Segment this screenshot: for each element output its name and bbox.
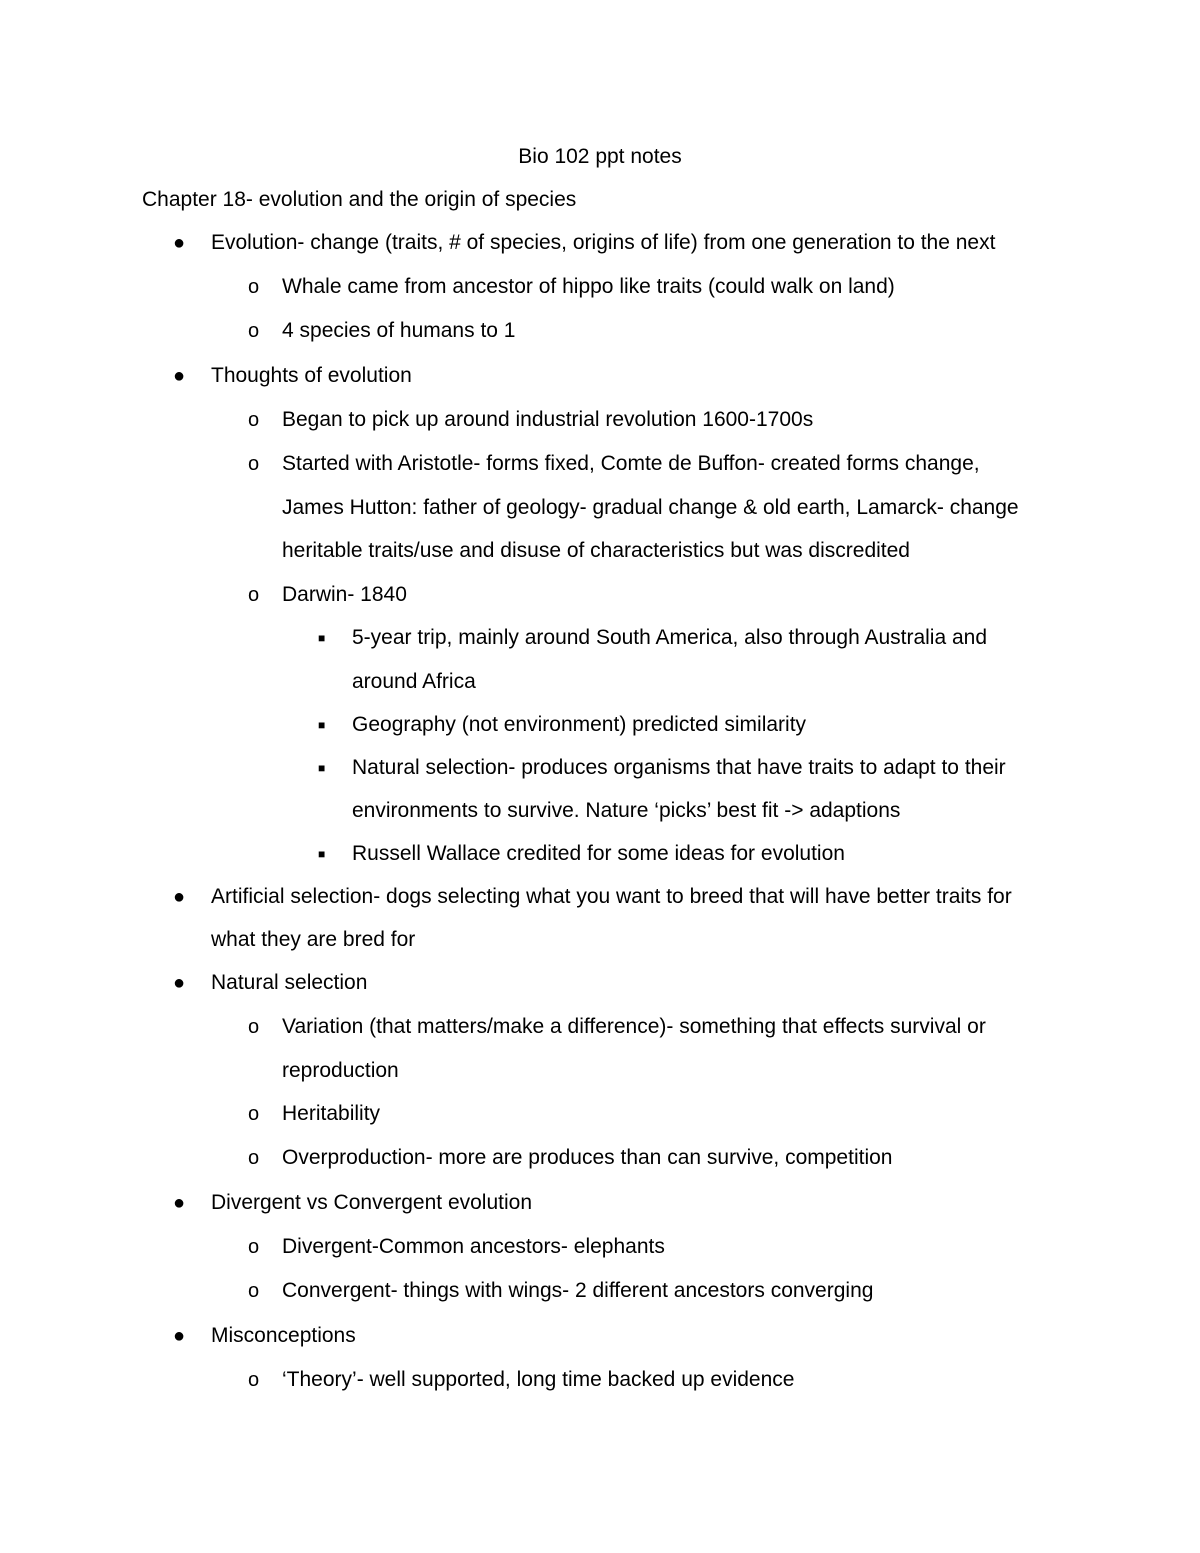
bullet-circle-icon: o [248,453,260,475]
bullet-circle-icon: o [248,1103,260,1125]
bullet-disc-icon: ● [173,365,186,387]
list-item: Divergent vs Convergent evolution [211,1191,533,1214]
list-item: Divergent-Common ancestors- elephants [282,1235,665,1258]
list-item: Evolution- change (traits, # of species, origins of life) from one generation to the next [211,231,996,254]
list-item-continuation: heritable traits/use and disuse of characteristics but was discredited [282,539,910,562]
bullet-circle-icon: o [248,320,260,342]
bullet-circle-icon: o [248,1236,260,1258]
list-item: 4 species of humans to 1 [282,319,516,342]
bullet-disc-icon: ● [173,1192,186,1214]
list-item-continuation: James Hutton: father of geology- gradual change & old earth, Lamarck- change [282,496,1019,519]
list-item: Russell Wallace credited for some ideas for evolution [352,842,845,865]
list-item: Natural selection- produces organisms that have traits to adapt to their [352,756,1006,779]
list-item: Thoughts of evolution [211,364,412,387]
bullet-circle-icon: o [248,409,260,431]
list-item: Overproduction- more are produces than can survive, competition [282,1146,893,1169]
list-item: Whale came from ancestor of hippo like traits (could walk on land) [282,275,895,298]
list-item-continuation: environments to survive. Nature ‘picks’ best fit -> adaptions [352,799,901,822]
list-item: Geography (not environment) predicted similarity [352,713,807,736]
list-item: Heritability [282,1102,381,1125]
bullet-circle-icon: o [248,1016,260,1038]
list-item: 5-year trip, mainly around South America, also through Australia and [352,626,988,649]
bullet-square-icon: ■ [318,718,326,732]
list-item: Variation (that matters/make a difference)- something that effects survival or [282,1015,986,1038]
document-title: Bio 102 ppt notes [518,145,682,168]
bullet-circle-icon: o [248,1147,260,1169]
list-item: Convergent- things with wings- 2 different ancestors converging [282,1279,874,1302]
list-item: Artificial selection- dogs selecting what you want to breed that will have better traits for [211,885,1012,908]
list-item: Began to pick up around industrial revolution 1600-1700s [282,408,814,431]
list-item-continuation: what they are bred for [211,928,416,951]
bullet-square-icon: ■ [318,761,326,775]
bullet-square-icon: ■ [318,847,326,861]
list-item: Started with Aristotle- forms fixed, Comte de Buffon- created forms change, [282,452,980,475]
bullet-square-icon: ■ [318,631,326,645]
bullet-disc-icon: ● [173,1325,186,1347]
bullet-circle-icon: o [248,584,260,606]
bullet-circle-icon: o [248,1369,260,1391]
bullet-disc-icon: ● [173,972,186,994]
bullet-disc-icon: ● [173,886,186,908]
list-item: ‘Theory’- well supported, long time backed up evidence [282,1368,795,1391]
list-item: Darwin- 1840 [282,583,407,606]
bullet-disc-icon: ● [173,232,186,254]
chapter-heading: Chapter 18- evolution and the origin of species [142,188,577,211]
bullet-circle-icon: o [248,1280,260,1302]
bullet-circle-icon: o [248,276,260,298]
list-item: Natural selection [211,971,368,994]
list-item-continuation: around Africa [352,670,476,693]
list-item-continuation: reproduction [282,1059,399,1082]
list-item: Misconceptions [211,1324,356,1347]
